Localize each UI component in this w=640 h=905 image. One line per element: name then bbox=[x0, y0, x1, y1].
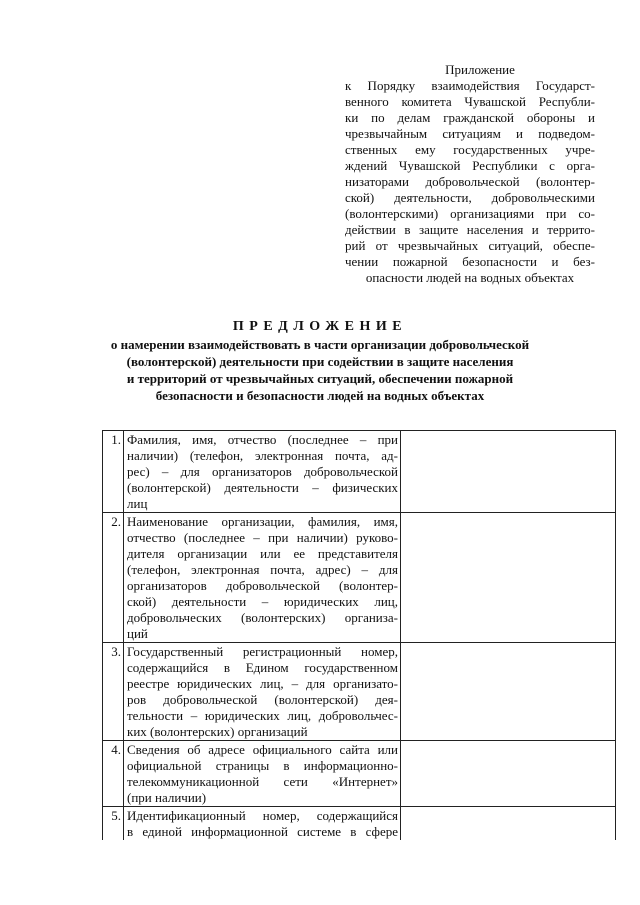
document-subtitle-line: безопасности и безопасности людей на водных объектах bbox=[155, 388, 485, 403]
row-description: Государственный регистрационный номер, содержащийся в Едином государственном реестре юридических лиц, – для организато- ров добровольческой (волонтерской) дея- тельности – юридических лиц, добровольчес- ких (волонтерских) организаций bbox=[124, 643, 401, 741]
form-row-organization bbox=[103, 513, 616, 643]
document-subtitle-line: (волонтерской) деятельности при содействии в защите населения bbox=[126, 354, 514, 369]
row-value-cell[interactable] bbox=[401, 741, 616, 807]
document-title: ПРЕДЛОЖЕНИЕ bbox=[232, 319, 408, 334]
row-description: Фамилия, имя, отчество (последнее – при наличии) (телефон, электронная почта, ад- рес) – для организаторов добровольческой (волонтерской) деятельности – физических лиц bbox=[124, 431, 401, 513]
row-value-cell[interactable] bbox=[401, 431, 616, 513]
form-row-full-name bbox=[103, 431, 616, 513]
row-value-cell[interactable] bbox=[401, 513, 616, 643]
form-row-identification-number bbox=[103, 807, 616, 841]
appendix-line: ственных ему государственных учре- bbox=[345, 142, 595, 157]
appendix-line: ждений Чувашской Республики с орга- bbox=[345, 158, 595, 173]
appendix-line: чении пожарной безопасности и без- bbox=[345, 254, 595, 269]
appendix-line: действии в защите населения и террито- bbox=[345, 222, 595, 237]
form-row-registration-number bbox=[103, 643, 616, 741]
appendix-line: (волонтерскими) организациями при со- bbox=[345, 206, 595, 221]
appendix-line: чрезвычайным ситуациям и подведом- bbox=[345, 126, 595, 141]
document-subtitle-line: и территорий от чрезвычайных ситуаций, обеспечении пожарной bbox=[126, 371, 514, 386]
document-heading bbox=[90, 318, 550, 404]
appendix-line: опасности людей на водных объектах bbox=[365, 270, 575, 285]
row-number: 4. bbox=[103, 741, 124, 807]
appendix-line: ки по делам гражданской обороны и bbox=[345, 110, 595, 125]
row-description: Наименование организации, фамилия, имя, отчество (последнее – при наличии) руково- дителя организации или ее представителя (телефон, электронная почта, адрес) – для организаторов добровольческой (волонтер- ской) деятельности – юридических лиц, добровольческих (волонтерских) организа- ций bbox=[124, 513, 401, 643]
appendix-title: Приложение bbox=[445, 62, 515, 77]
row-number: 1. bbox=[103, 431, 124, 513]
appendix-line: низаторами добровольческой (волонтер- bbox=[345, 174, 595, 189]
row-value-cell[interactable] bbox=[401, 643, 616, 741]
proposal-form-table bbox=[102, 430, 616, 840]
row-description: Идентификационный номер, содержащийся в единой информационной системе в сфере bbox=[124, 807, 401, 841]
row-number: 5. bbox=[103, 807, 124, 841]
row-description: Сведения об адресе официального сайта или официальной страницы в информационно- телекоммуникационной сети «Интернет» (при наличии) bbox=[124, 741, 401, 807]
appendix-line: венного комитета Чувашской Республи- bbox=[345, 94, 595, 109]
row-number: 3. bbox=[103, 643, 124, 741]
document-subtitle-line: о намерении взаимодействовать в части организации добровольческой bbox=[110, 337, 530, 352]
appendix-line: рий от чрезвычайных ситуаций, обеспе- bbox=[345, 238, 595, 253]
appendix-block bbox=[345, 62, 595, 286]
appendix-line: к Порядку взаимодействия Государст- bbox=[345, 78, 595, 93]
form-row-website bbox=[103, 741, 616, 807]
row-number: 2. bbox=[103, 513, 124, 643]
appendix-line: ской) деятельности, добровольческими bbox=[345, 190, 595, 205]
row-value-cell[interactable] bbox=[401, 807, 616, 841]
